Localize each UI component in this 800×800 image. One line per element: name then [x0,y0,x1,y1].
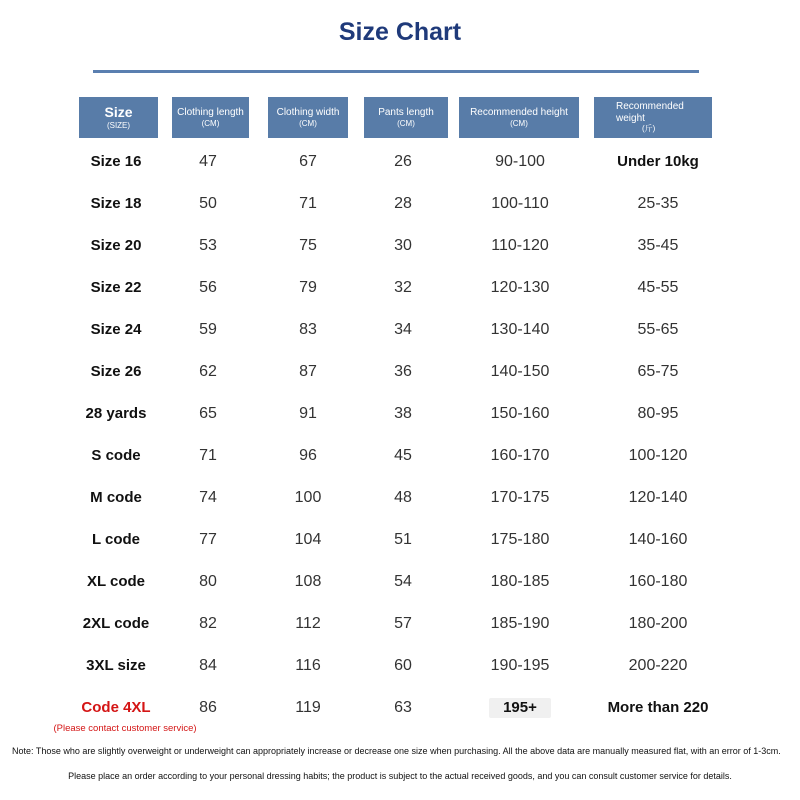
clothing-length-cell: 74 [199,489,217,506]
recommended-weight-cell: 55-65 [637,321,679,338]
header-recommended-height [459,97,579,138]
pants-length-cell: 28 [394,195,412,212]
header-label: Recommended height [470,106,568,118]
recommended-weight-cell: 45-55 [637,279,679,296]
clothing-length-cell: 47 [199,153,217,170]
recommended-weight-cell: 100-120 [628,447,688,464]
size-cell: Code 4XL [81,699,151,716]
clothing-length-cell: 56 [199,279,217,296]
size-cell: XL code [86,573,146,590]
pants-length-cell: 54 [394,573,412,590]
header-unit: (CM) [201,119,220,129]
recommended-weight-cell: 180-200 [628,615,688,632]
size-cell: Size 24 [90,321,142,338]
size-cell: Size 16 [90,153,142,170]
recommended-weight-cell: Under 10kg [617,153,699,170]
clothing-width-cell: 67 [299,153,317,170]
pants-length-cell: 57 [394,615,412,632]
recommended-weight-cell: More than 220 [607,699,709,716]
size-cell: Size 20 [90,237,142,254]
clothing-length-cell: 62 [199,363,217,380]
height-highlight: 195+ [489,698,551,718]
recommended-weight-cell: 200-220 [628,657,688,674]
recommended-height-cell: 160-170 [490,447,550,464]
header-unit: (斤) [642,124,656,134]
recommended-weight-cell: 25-35 [637,195,679,212]
recommended-height-cell [450,698,590,718]
header-clothing-width [268,97,348,138]
clothing-length-cell: 86 [199,699,217,716]
pants-length-cell: 32 [394,279,412,296]
header-label: Recommended weight [616,101,684,124]
pants-length-cell: 63 [394,699,412,716]
contact-note: (Please contact customer service) [53,723,197,734]
clothing-width-cell: 100 [294,489,322,506]
header-size [79,97,158,138]
size-cell: 3XL size [86,657,146,674]
clothing-length-cell: 65 [199,405,217,422]
clothing-width-cell: 112 [295,615,321,632]
clothing-width-cell: 119 [295,699,321,716]
size-cell: Size 22 [90,279,142,296]
header-label: Size [104,104,133,121]
clothing-width-cell: 96 [299,447,317,464]
header-clothing-length [172,97,249,138]
size-cell: M code [90,489,142,506]
pants-length-cell: 26 [394,153,412,170]
recommended-height-cell: 175-180 [490,531,550,548]
recommended-height-cell: 110-120 [491,237,549,254]
header-unit: (CM) [299,119,317,129]
pants-length-cell: 30 [394,237,412,254]
recommended-height-cell: 170-175 [490,489,550,506]
page-title: Size Chart [338,18,462,46]
clothing-width-cell: 108 [294,573,322,590]
size-cell: 2XL code [82,615,150,632]
pants-length-cell: 48 [394,489,412,506]
clothing-length-cell: 59 [199,321,217,338]
title-divider [93,70,699,73]
recommended-weight-cell: 65-75 [637,363,679,380]
header-unit: (SIZE) [106,121,131,131]
recommended-height-cell: 150-160 [490,405,550,422]
recommended-height-cell: 90-100 [495,153,545,170]
clothing-width-cell: 83 [299,321,317,338]
recommended-height-cell: 100-110 [491,195,549,212]
recommended-height-cell: 130-140 [490,321,550,338]
clothing-width-cell: 79 [299,279,317,296]
header-label: Clothing length [177,106,244,118]
note-line-2: Please place an order according to your personal dressing habits; the product is subject to the actual received goods, and you can consult customer service for details. [68,771,732,781]
clothing-length-cell: 80 [199,573,217,590]
recommended-weight-cell: 140-160 [628,531,688,548]
recommended-height-cell: 140-150 [490,363,550,380]
pants-length-cell: 45 [394,447,412,464]
header-label: Pants length [378,106,434,118]
clothing-width-cell: 91 [299,405,317,422]
size-cell: Size 26 [90,363,142,380]
clothing-width-cell: 87 [299,363,317,380]
clothing-length-cell: 53 [199,237,217,254]
recommended-weight-cell: 80-95 [637,405,679,422]
clothing-width-cell: 116 [295,657,321,674]
clothing-length-cell: 82 [199,615,217,632]
pants-length-cell: 60 [394,657,412,674]
recommended-height-cell: 120-130 [490,279,550,296]
clothing-length-cell: 50 [199,195,217,212]
recommended-height-cell: 185-190 [490,615,550,632]
header-unit: (CM) [397,119,415,129]
pants-length-cell: 51 [394,531,412,548]
recommended-weight-cell: 35-45 [637,237,679,254]
clothing-width-cell: 104 [294,531,322,548]
recommended-weight-cell: 120-140 [628,489,688,506]
clothing-length-cell: 84 [199,657,217,674]
header-unit: (CM) [510,119,528,129]
recommended-weight-cell: 160-180 [628,573,688,590]
size-cell: L code [91,531,141,548]
recommended-height-cell: 190-195 [490,657,550,674]
pants-length-cell: 38 [394,405,412,422]
size-cell: Size 18 [90,195,142,212]
clothing-length-cell: 77 [199,531,217,548]
clothing-length-cell: 71 [199,447,217,464]
clothing-width-cell: 75 [299,237,317,254]
note-line-1: Note: Those who are slightly overweight or underweight can appropriately increase or decrease one size when purchasing. All the above data are manually measured flat, with an error of 1-3cm. [12,746,781,756]
header-pants-length [364,97,448,138]
pants-length-cell: 34 [394,321,412,338]
header-label: Clothing width [276,106,340,118]
size-cell: 28 yards [85,405,147,422]
pants-length-cell: 36 [394,363,412,380]
clothing-width-cell: 71 [299,195,317,212]
header-recommended-weight [594,97,712,138]
recommended-height-cell: 180-185 [490,573,550,590]
size-cell: S code [91,447,141,464]
